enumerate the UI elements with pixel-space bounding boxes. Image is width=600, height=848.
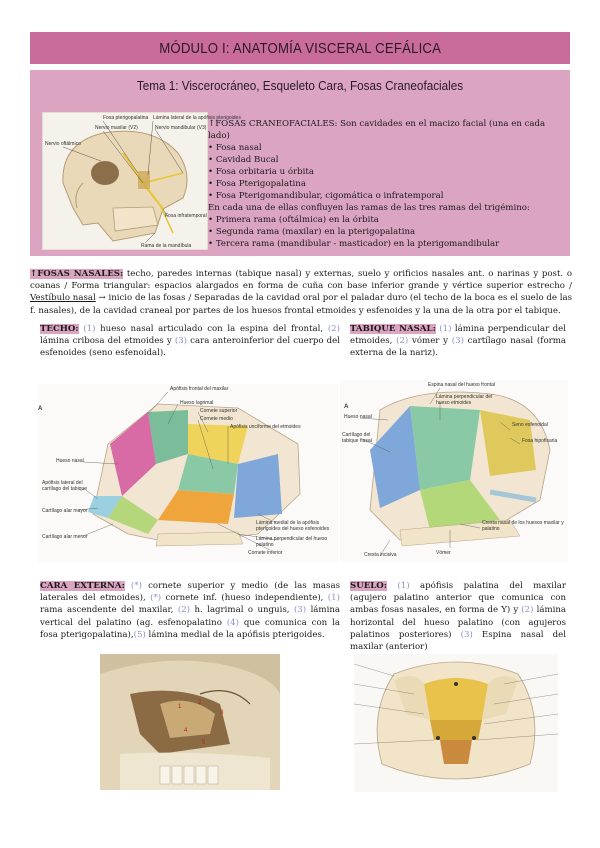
nerve-header: En cada una de ellas confluyen las ramas de las tres ramas del trigémino: (208, 203, 530, 213)
skull-photo (100, 654, 280, 790)
list-item: • Tercera rama (mandibular - masticador) en la pterigomandibular (208, 239, 500, 249)
fig-lateral-label-cornete-inferior: Cornete inferior (248, 550, 283, 556)
list-item: • Fosa nasal (208, 143, 262, 153)
fig-lateral-label-apofisis-frontal: Apófisis frontal del maxilar (170, 386, 229, 392)
skull-label-lamina-lateral: Lámina lateral de la apófisis pterigoides (153, 115, 241, 121)
fig-lateral-label-cornete-medio: Cornete medio (200, 416, 233, 422)
fig-septum-letter: A (344, 404, 349, 410)
photo-mark-5: 5 (202, 740, 206, 746)
fig-lateral-label-alar-menor: Cartílago alar menor (42, 534, 88, 540)
fig-lateral-letter: A (38, 406, 43, 412)
palate-figure (354, 654, 558, 792)
photo-mark-1: 1 (178, 704, 182, 710)
vestibulo-nasal: Vestíbulo nasal (30, 293, 96, 304)
fig-septum-label-lamina-perpendicular: Lámina perpendicular del hueso etmoides (436, 394, 493, 406)
fosas-nasales-label: ↑FOSAS NASALES: (30, 269, 124, 279)
fig-lateral-label-alar-mayor: Cartílago alar mayor (42, 508, 88, 514)
fosas-craneofaciales-list (208, 118, 566, 250)
list-header: ↑FOSAS CRANEOFACIALES: Son cavidades en el macizo facial (una en cada lado) (208, 119, 546, 141)
septum-figure (340, 380, 568, 562)
fig-septum-label-vomer: Vómer (436, 550, 451, 556)
suelo-label: SUELO: (350, 581, 387, 591)
fig-lateral-label-hueso-nasal: Hueso nasal (56, 458, 84, 464)
list-item: • Cavidad Bucal (208, 155, 279, 165)
fig-lateral-label-lamina-medial: Lámina medial de la apófisis pterigoides del hueso esfenoides (256, 520, 330, 532)
list-item: • Fosa Pterigomandibular, cigomática o infratemporal (208, 191, 444, 201)
fosas-nasales-paragraph: ↑FOSAS NASALES: techo, paredes internas (tabique nasal) y externas, suelo y orificios nasales ant. o narinas y post. o coanas / Forma triangular: espacios alargados en forma de cuña con base inferior grande y vértice superior estrecho / Vestíbulo nasal → inicio de las fosas / Separadas de la cavidad oral por el paladar duro (el techo de la boca es el suelo de las f. nasales), de la cavidad craneal por partes de los huesos frontal etmoides y esfenoides y la una de la otra por el tabique. (30, 269, 573, 316)
list-item: • Fosa orbitaria u órbita (208, 167, 314, 177)
skull-label-rama-mandibula: Rama de la mandíbula (141, 243, 192, 249)
photo-mark-3: 3 (220, 710, 224, 716)
skull-label-nervio-mandibular: Nervio mandibular (V3) (155, 125, 207, 131)
techo-label: TECHO: (40, 324, 79, 334)
techo-paragraph: TECHO: (1) hueso nasal articulado con la espina del frontal, (2) lámina cribosa del etmoides y (3) cara anteroinferior del cuerpo del esfenoides (seno esfenoidal). (40, 324, 340, 359)
suelo-paragraph: SUELO: (1) apófisis palatina del maxilar (agujero palatino anterior que comunica con ambas fosas nasales, en forma de Y) y (2) lámina horizontal del hueso palatino (con agujeros palatinos posteriores) (3) Espina nasal del maxilar (anterior) (350, 581, 566, 653)
fig-lateral-label-cornete-superior: Cornete superior (200, 408, 238, 414)
list-item: • Segunda rama (maxilar) en la pterigopalatina (208, 227, 416, 237)
intro-panel (30, 70, 570, 256)
lateral-wall-figure (38, 384, 338, 562)
fig-lateral-label-apofisis-lateral: Apófisis lateral del cartílago del tabique (42, 480, 88, 492)
fig-septum-label-cartilago-tabique: Cartílago del tabique nasal (342, 432, 372, 444)
fig-septum-label-fosa-hipofisaria: Fosa hipofisaria (522, 438, 558, 444)
topic-subtitle: Tema 1: Viscerocráneo, Esqueleto Cara, Fosas Craneofaciales (136, 78, 464, 93)
fig-septum-label-hueso-nasal: Hueso nasal (344, 414, 372, 420)
list-item: • Primera rama (oftálmica) en la órbita (208, 215, 379, 225)
fig-lateral-label-perpendicular-palatino: Lámina perpendicular del hueso palatino (256, 536, 328, 548)
skull-svg (43, 113, 209, 251)
skull-label-fosa-infratemporal: Fosa infratemporal (165, 213, 207, 219)
fig-septum-label-cresta-nasal: Cresta nasal de los huesos maxilar y palatino (482, 520, 564, 532)
photo-mark-4: 4 (184, 728, 188, 734)
skull-label-fosa-pterigopalatina: Fosa pterigopalatina (103, 115, 149, 121)
tabique-label: TABIQUE NASAL: (350, 324, 436, 334)
cara-externa-paragraph: CARA EXTERNA: (*) cornete superior y medio (de las masas laterales del etmoides), (*) cornete inf. (hueso independiente), (1) rama ascendente del maxilar, (2) h. lagrimal o unguis, (3) lámina vertical del palatino (ag. esfenopalatino (4) que comunica con la fosa pterigopalatina),(5) lámina medial de la apófisis pterigoides. (40, 581, 340, 640)
fig-lateral-label-unciforme: Apófisis unciforme del etmoides (230, 424, 301, 430)
fig-septum-label-seno-esfenoidal: Seno esfenoidal (512, 422, 548, 428)
photo-mark-2: 2 (198, 700, 202, 706)
module-title: MÓDULO I: ANATOMÍA VISCERAL CEFÁLICA (159, 39, 441, 57)
tabique-paragraph: TABIQUE NASAL: (1) lámina perpendicular del etmoides, (2) vómer y (3) cartílago nasal (forma externa de la nariz). (350, 324, 567, 359)
module-title-bar (30, 32, 570, 64)
fig-septum-label-espina-frontal: Espina nasal del hueso frontal (428, 382, 495, 388)
skull-label-nervio-maxilar: Nervio maxilar (V2) (95, 125, 138, 131)
fig-septum-label-cresta-incisiva: Cresta incisiva (364, 552, 397, 558)
cara-externa-label: CARA EXTERNA: (40, 581, 125, 591)
skull-label-nervio-oftalmico: Nervio oftálmico (45, 141, 81, 147)
fig-lateral-label-lagrimal: Hueso lagrimal (180, 400, 214, 406)
list-item: • Fosa Pterigopalatina (208, 179, 306, 189)
